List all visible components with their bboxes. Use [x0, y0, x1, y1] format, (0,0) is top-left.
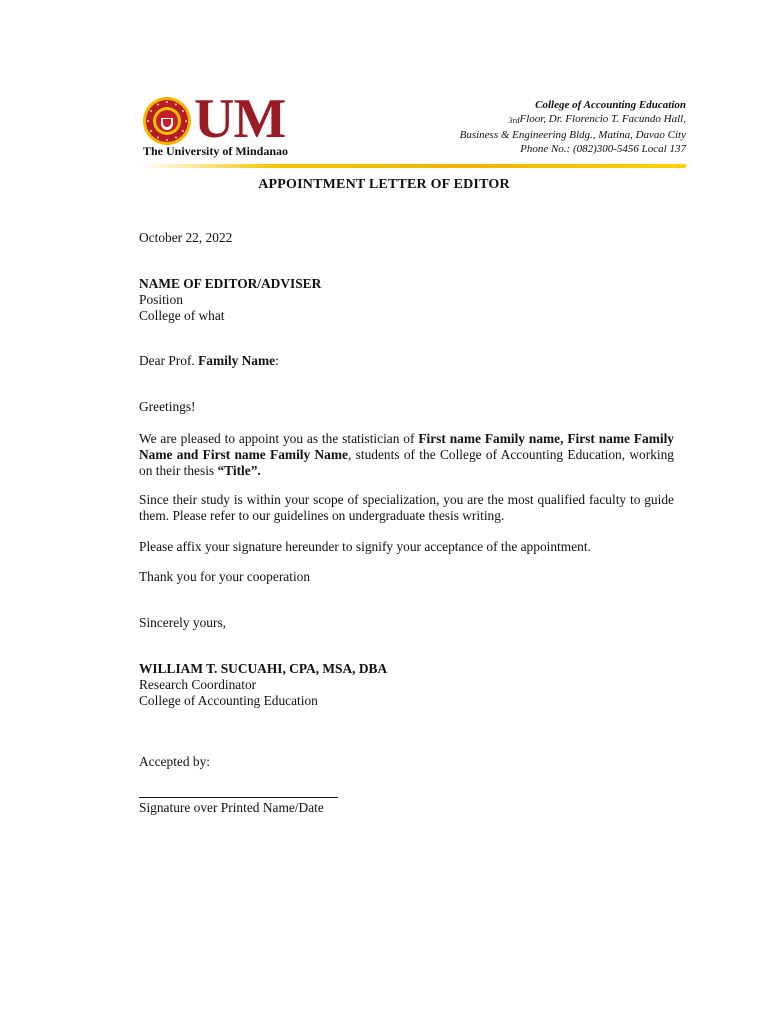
um-logo: [140, 88, 310, 160]
signatory-title: Research Coordinator: [139, 677, 257, 692]
letter-date: October 22, 2022: [139, 230, 233, 245]
salutation-name: Family Name: [198, 353, 276, 368]
paragraph-specialization: Since their study is within your scope of specialization, you are the most qualified faculty to guide them. Please refer to our guidelines on undergraduate thesis writing.: [139, 492, 674, 523]
address-line-1-rest: Floor, Dr. Florencio T. Facundo Hall,: [519, 113, 686, 125]
greeting: Greetings!: [139, 399, 196, 414]
accepted-by-label: Accepted by:: [139, 754, 211, 769]
university-seal-icon: [142, 96, 192, 146]
recipient-name-text: NAME OF EDITOR/ADVISER: [139, 276, 322, 291]
signature-caption: Signature over Printed Name/Date: [139, 800, 324, 815]
salutation-prefix: Dear Prof.: [139, 353, 199, 368]
floor-ordinal: 3rd: [508, 116, 520, 125]
signatory-name: [139, 661, 674, 677]
letter-title: APPOINTMENT LETTER OF EDITOR: [258, 177, 510, 192]
recipient-college: College of what: [139, 308, 225, 323]
signature-line: [139, 797, 338, 798]
address-line-2: Business & Engineering Bldg., Matina, Davao City: [459, 129, 686, 141]
recipient-name: [139, 276, 674, 292]
signatory-block: [139, 661, 674, 709]
college-address: [460, 98, 686, 156]
thesis-title: “Title”.: [217, 463, 261, 478]
p1-text-1: We are pleased to appoint you as the statistician of: [139, 431, 419, 446]
salutation: [139, 353, 674, 369]
p1-text-2: , students of the College of Accounting Education, working on their thesis: [139, 447, 674, 478]
header-divider: [140, 164, 686, 168]
address-line-1: [460, 112, 686, 128]
signatory-name-text: WILLIAM T. SUCUAHI, CPA, MSA, DBA: [139, 661, 388, 676]
recipient-block: [139, 276, 674, 324]
recipient-position: Position: [139, 292, 183, 307]
paragraph-signature-request: Please affix your signature hereunder to signify your acceptance of the appointment.: [139, 539, 591, 554]
paragraph-appointment: [139, 431, 674, 479]
logo-text: UM: [194, 88, 286, 150]
signatory-college: College of Accounting Education: [139, 693, 318, 708]
phone-number: Phone No.: (082)300-5456 Local 137: [520, 143, 686, 155]
paragraph-thanks: Thank you for your cooperation: [139, 569, 311, 584]
college-name: College of Accounting Education: [535, 99, 686, 111]
salutation-suffix: :: [275, 353, 279, 368]
closing: Sincerely yours,: [139, 615, 227, 630]
university-name: The University of Mindanao: [143, 144, 289, 158]
student-names: First name Family name, First name Family Name and First name Family Name: [139, 431, 675, 462]
